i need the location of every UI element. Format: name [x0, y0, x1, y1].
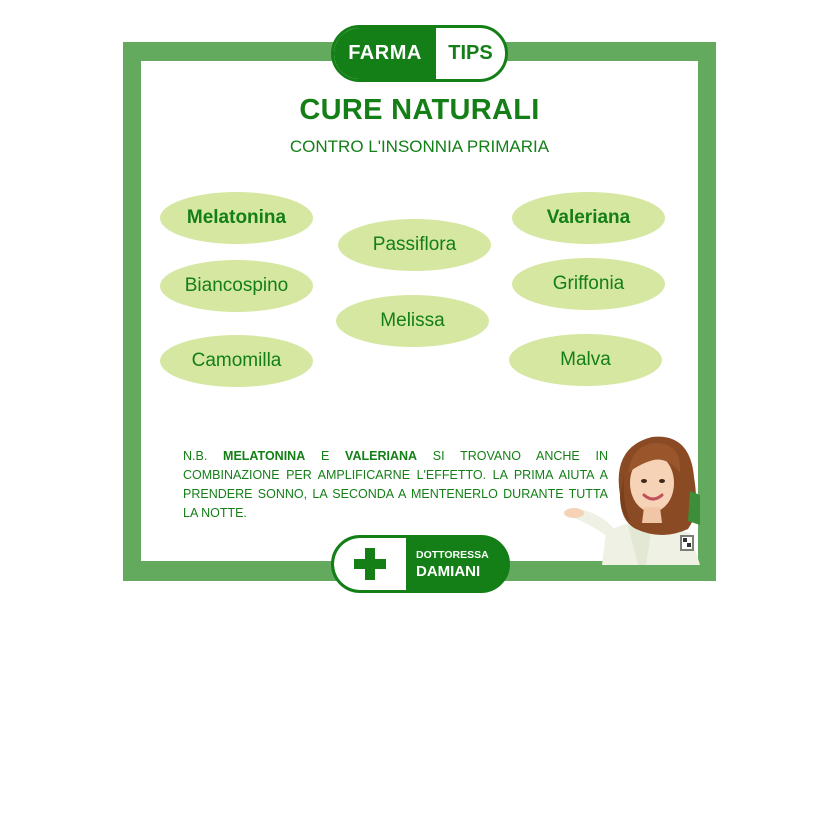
note-paragraph	[183, 447, 608, 523]
note-joiner: E	[320, 449, 330, 463]
page-title: CURE NATURALI	[299, 94, 540, 126]
farma-tips-badge	[331, 25, 508, 82]
remedy-melissa: Melissa	[336, 295, 489, 347]
note-text: SI TROVANO ANCHE IN COMBINAZIONE PER AMPLIFICARNE L'EFFETTO. LA PRIMA AIUTA A PRENDERE SONNO, LA SECONDA A MENTENERLO DURANTE TUTTA LA NOTTE.	[183, 449, 608, 520]
page-subtitle: CONTRO L'INSONNIA PRIMARIA	[289, 137, 550, 156]
remedy-malva: Malva	[509, 334, 662, 386]
footer-line1: DOTTORESSA	[416, 548, 489, 561]
badge-right: TIPS	[448, 42, 493, 64]
note-term-melatonina: MELATONINA	[223, 449, 306, 463]
footer-line2: DAMIANI	[416, 562, 481, 580]
remedy-camomilla: Camomilla	[160, 335, 313, 387]
remedy-passiflora: Passiflora	[338, 219, 491, 271]
remedy-valeriana: Valeriana	[512, 192, 665, 244]
remedy-melatonina: Melatonina	[160, 192, 313, 244]
remedy-biancospino: Biancospino	[160, 260, 313, 312]
doctor-illustration	[562, 425, 700, 565]
badge-left: FARMA	[334, 28, 436, 79]
note-prefix: N.B.	[183, 449, 208, 463]
plus-cross-icon	[334, 538, 406, 590]
note-term-valeriana: VALERIANA	[345, 449, 418, 463]
dottoressa-damiani-badge	[331, 535, 510, 593]
remedy-griffonia: Griffonia	[512, 258, 665, 310]
